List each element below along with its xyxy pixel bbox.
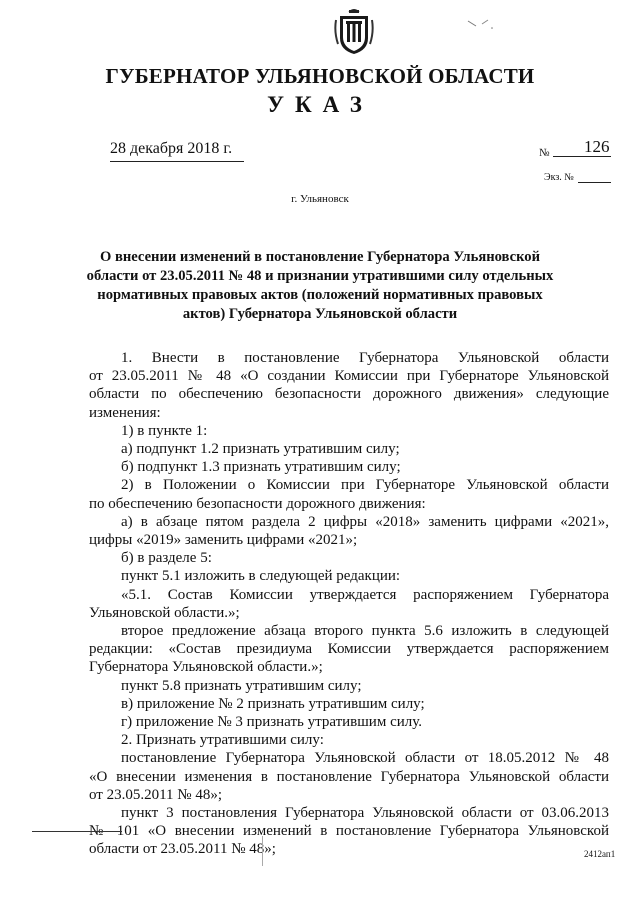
item-2b-3-line: второе предложение абзаца второго пункта 5.6 изложить в следующей	[121, 623, 609, 640]
item-2a-line: а) в абзаце пятом раздела 2 цифры «2018» заменить цифрами «2021»,	[121, 513, 609, 530]
item-2b: б) в разделе 5:	[121, 550, 212, 567]
item-2b-2-line: «5.1. Состав Комиссии утверждается распоряжением Губернатора	[121, 586, 609, 603]
item-2b-1: пункт 5.1 изложить в следующей редакции:	[121, 568, 401, 585]
paragraph-1-line: области по обеспечению безопасности дорожного движения» следующие	[89, 386, 609, 403]
document-type: УКАЗ	[267, 92, 373, 117]
city: г. Ульяновск	[291, 193, 349, 205]
footer-code: 2412ап1	[584, 849, 616, 859]
margin-line	[32, 831, 122, 832]
item-1b: б) подпункт 1.3 признать утратившим силу;	[121, 459, 401, 476]
document-body	[89, 349, 609, 859]
scan-speck	[466, 18, 496, 32]
item-2-line: по обеспечению безопасности дорожного движения:	[89, 495, 426, 512]
item-2b-3-line: редакции: «Состав президиума Комиссии утверждается распоряжением	[89, 641, 609, 658]
document-date: 28 декабря 2018 г.	[110, 140, 233, 157]
item-1a: а) подпункт 1.2 признать утратившим силу;	[121, 441, 400, 458]
paragraph-1-line: 1. Внести в постановление Губернатора Ульяновской области	[121, 350, 609, 366]
item-2c: в) приложение № 2 признать утратившим силу;	[121, 695, 425, 712]
paragraph-1-line: от 23.05.2011 № 48 «О создании Комиссии при Губернаторе Ульяновской	[89, 368, 609, 385]
paragraph-2a-line: «О внесении изменения в постановление Губернатора Ульяновской области	[89, 768, 609, 785]
copy-number-label: Экз. №	[544, 172, 574, 183]
paragraph-2b-line: № 101 «О внесении изменений в постановление Губернатора Ульяновской	[89, 823, 609, 840]
governor-title: ГУБЕРНАТОР УЛЬЯНОВСКОЙ ОБЛАСТИ	[105, 64, 535, 88]
item-2-line: 2) в Положении о Комиссии при Губернаторе Ульяновской области	[121, 477, 609, 494]
paragraph-2a-line: от 23.05.2011 № 48»;	[89, 786, 223, 803]
date-underline	[110, 161, 244, 162]
paragraph-1-line: изменения:	[89, 404, 161, 421]
item-2a-line: цифры «2019» заменить цифрами «2021»;	[89, 532, 358, 549]
item-2d: г) приложение № 3 признать утратившим силу.	[121, 714, 422, 731]
paragraph-2: 2. Признать утратившими силу:	[121, 732, 324, 749]
coat-of-arms-icon	[334, 6, 374, 56]
document-number: 126	[584, 137, 610, 156]
document-title: О внесении изменений в постановление Губернатора Ульяновской области от 23.05.2011 № 48 и признании утратившими силу отдельных нормативных правовых актов (положений нормативных правовых актов) Губернатора Ульяновской области	[86, 249, 554, 322]
item-2b-2-line: Ульяновской области.»;	[89, 604, 240, 621]
paragraph-2b-line: области от 23.05.2011 № 48»;	[89, 841, 276, 858]
item-2b-4: пункт 5.8 признать утратившим силу;	[121, 677, 362, 694]
paragraph-2b-line: пункт 3 постановления Губернатора Ульяновской области от 03.06.2013	[121, 805, 609, 822]
item-1: 1) в пункте 1:	[121, 422, 208, 439]
number-label: №	[539, 147, 550, 159]
fold-mark	[262, 836, 263, 866]
copy-number-underline	[578, 182, 611, 183]
number-underline	[553, 156, 611, 157]
paragraph-2a-line: постановление Губернатора Ульяновской области от 18.05.2012 № 48	[121, 750, 609, 767]
item-2b-3-line: Губернатора Ульяновской области.»;	[89, 659, 323, 676]
